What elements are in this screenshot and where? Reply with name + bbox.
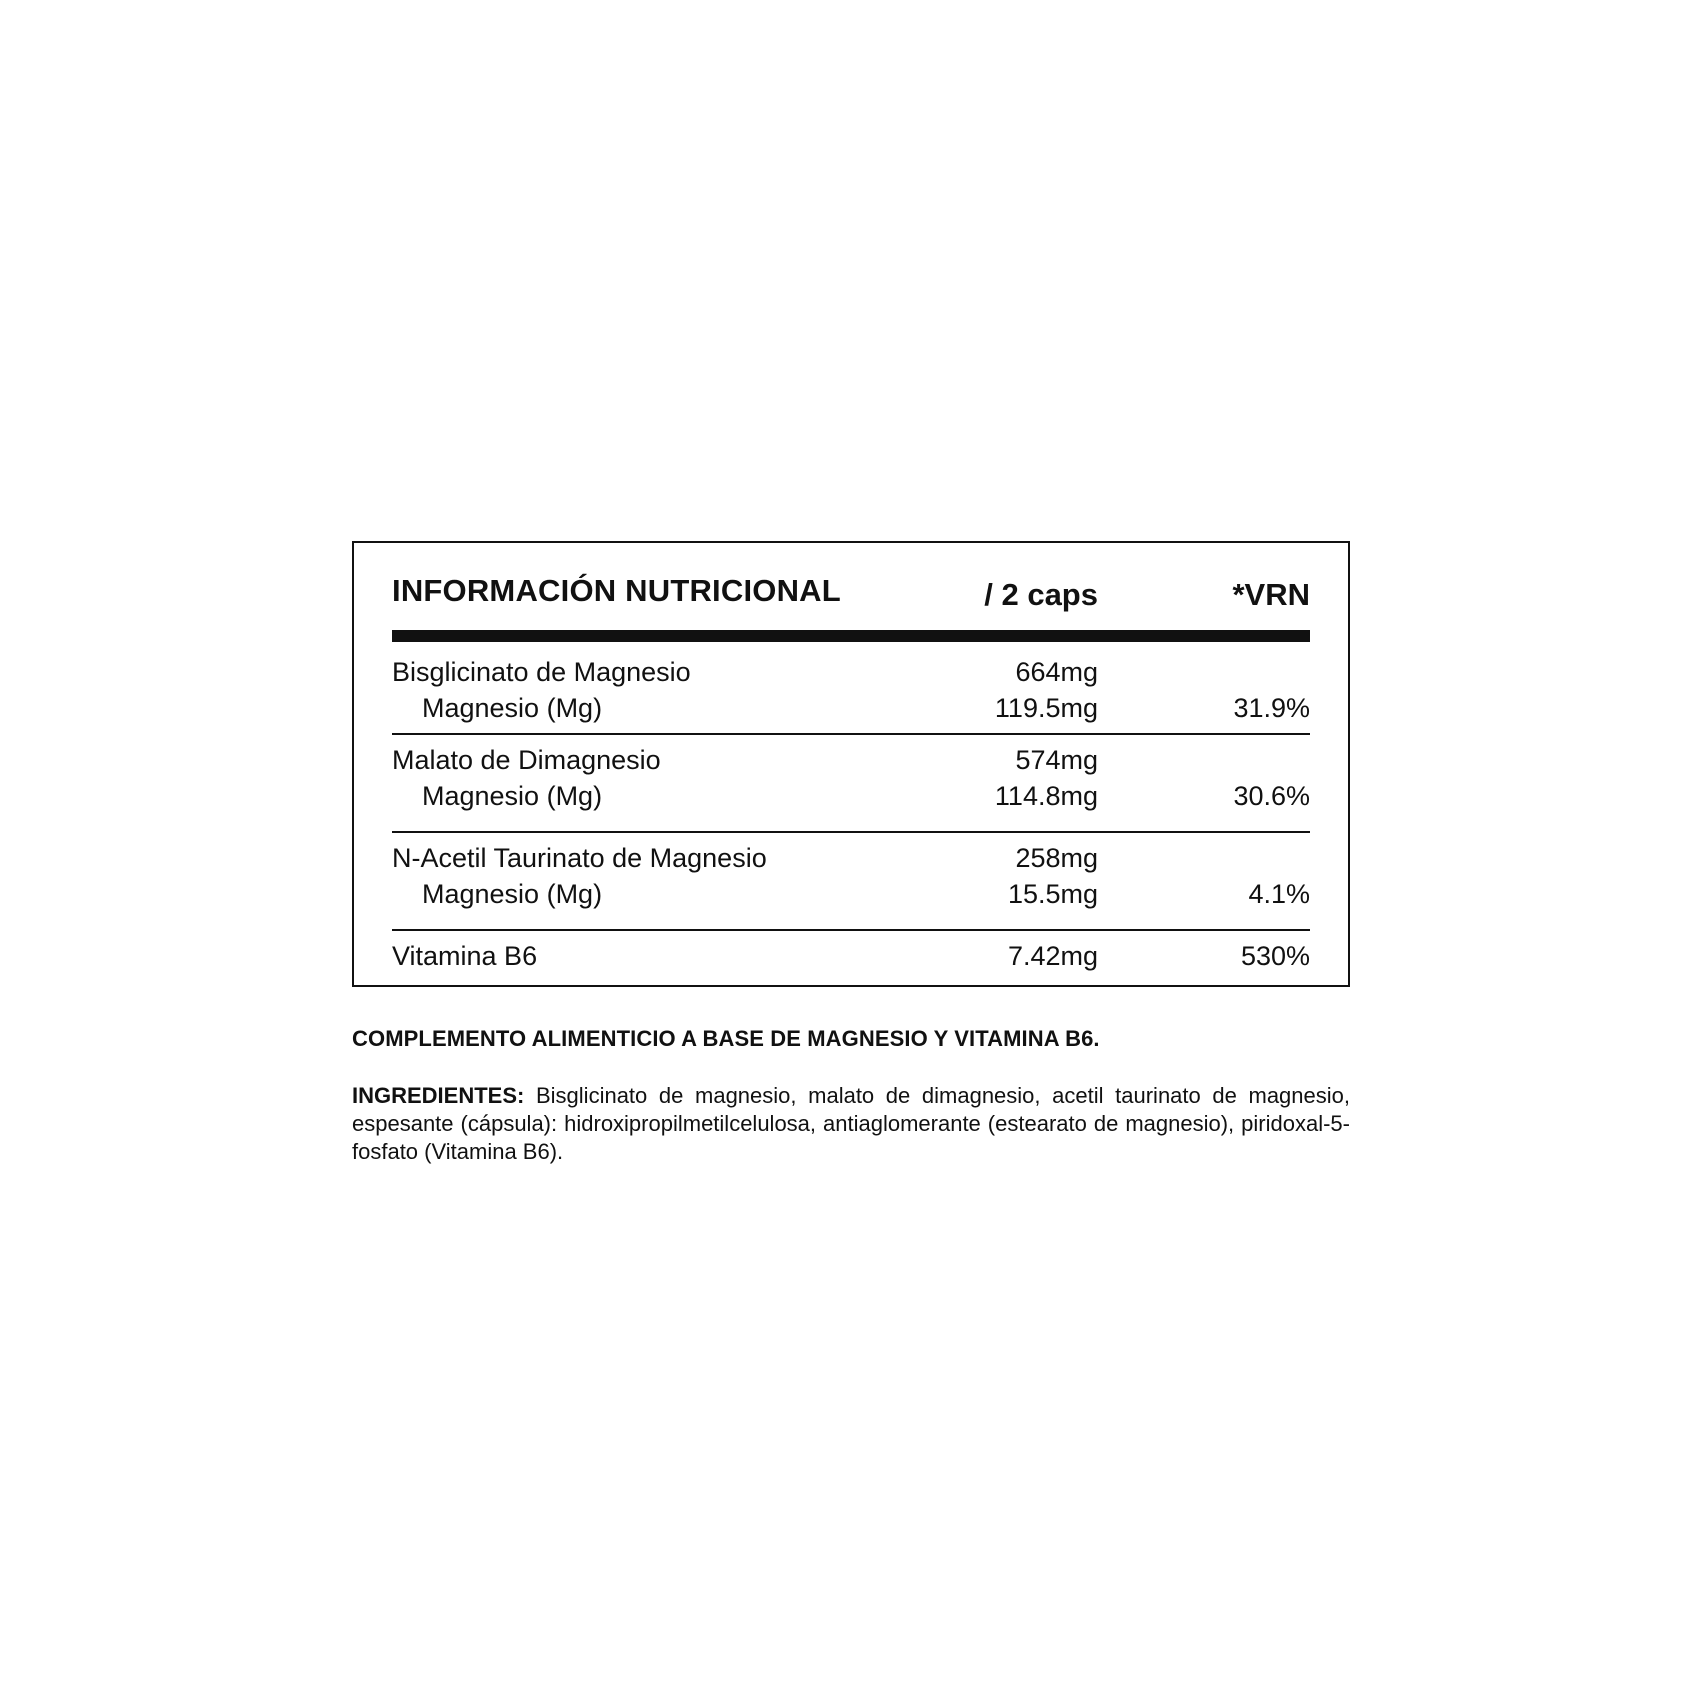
nutrient-sub-amount: 114.8mg	[994, 781, 1098, 811]
nutrient-amount: 258mg	[1015, 843, 1098, 873]
nutrient-row	[392, 655, 1310, 691]
nutrient-amount: 664mg	[1015, 657, 1098, 687]
nutrient-name: Vitamina B6	[392, 941, 538, 971]
product-statement: COMPLEMENTO ALIMENTICIO A BASE DE MAGNESIO Y VITAMINA B6.	[352, 1026, 1100, 1051]
ingredients-text: Bisglicinato de magnesio, malato de dimagnesio, acetil taurinato de magnesio, espesante (cápsula): hidroxipropilmetilcelulosa, antiaglomerante (estearato de magnesio), piridoxal-5-fosfato (Vitamina B6).	[352, 1083, 1350, 1164]
nutrient-vrn: 530%	[1240, 941, 1310, 971]
nutrient-row	[392, 743, 1310, 779]
table-title: INFORMACIÓN NUTRICIONAL	[392, 573, 841, 608]
nutrient-sub-name: Magnesio (Mg)	[422, 781, 603, 811]
nutrient-group	[392, 939, 1310, 989]
nutrient-subrow	[392, 779, 1310, 815]
nutrient-name: Bisglicinato de Magnesio	[392, 657, 691, 687]
nutrient-vrn: 4.1%	[1248, 879, 1310, 909]
nutrient-subrow	[392, 877, 1310, 913]
nutrient-name: N-Acetil Taurinato de Magnesio	[392, 843, 767, 873]
nutrient-group	[392, 655, 1310, 735]
nutrient-sub-name: Magnesio (Mg)	[422, 693, 603, 723]
nutrient-subrow	[392, 691, 1310, 727]
nutrient-vrn: 31.9%	[1233, 693, 1310, 723]
nutrient-sub-amount: 119.5mg	[994, 693, 1098, 723]
nutrient-group	[392, 743, 1310, 833]
nutrient-amount: 7.42mg	[1007, 941, 1098, 971]
header-divider	[392, 630, 1310, 642]
serving-header: / 2 caps	[984, 577, 1098, 612]
nutrition-facts-table	[352, 541, 1350, 987]
nutrient-group	[392, 841, 1310, 931]
nutrient-row	[392, 841, 1310, 877]
vrn-header: *VRN	[1232, 577, 1310, 612]
nutrient-amount: 574mg	[1015, 745, 1098, 775]
nutrient-sub-name: Magnesio (Mg)	[422, 879, 603, 909]
nutrient-rows	[392, 655, 1310, 989]
nutrient-sub-amount: 15.5mg	[1007, 879, 1098, 909]
ingredients-label: INGREDIENTES:	[352, 1083, 525, 1108]
table-header	[392, 569, 1310, 619]
nutrient-vrn: 30.6%	[1233, 781, 1310, 811]
nutrient-name: Malato de Dimagnesio	[392, 745, 661, 775]
nutrient-row	[392, 939, 1310, 975]
ingredients-paragraph	[352, 1082, 1350, 1166]
